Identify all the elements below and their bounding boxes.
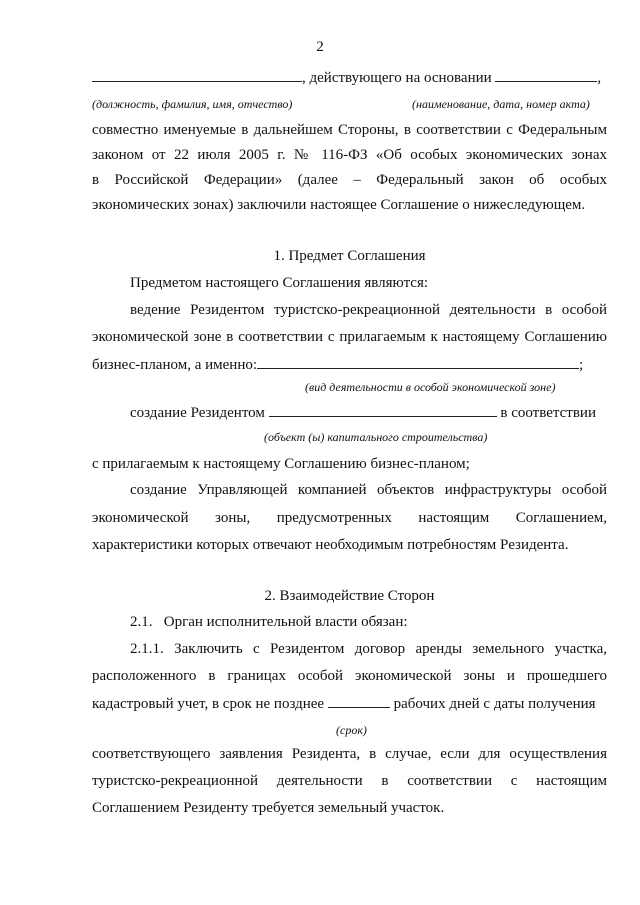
working-days-text: рабочих дней с даты получения <box>393 696 596 712</box>
section-2-p2-line-3 <box>92 694 596 713</box>
section-2-p3-line-1: соответствующего заявления Резидента, в случае, если для осуществления <box>92 746 607 762</box>
activity-type-blank[interactable] <box>257 355 579 369</box>
intro-line-4: экономических зонах) заключили настоящее Соглашение о нижеследующем. <box>92 197 586 213</box>
header-line <box>92 68 601 87</box>
section-1-p4-line-1: создание Управляющей компанией объектов инфраструктуры особой <box>130 482 607 498</box>
page-number: 2 <box>316 39 324 55</box>
section-2-paragraph-1: 2.1. Орган исполнительной власти обязан: <box>130 614 408 630</box>
section-2-p3-line-2: туристско-рекреационной деятельности в соответствии с настоящим <box>92 773 607 789</box>
header-comma: , <box>597 70 602 86</box>
section-1-p3-line-2: с прилагаемым к настоящему Соглашению бизнес-планом; <box>92 456 470 472</box>
legal-act-blank[interactable] <box>495 68 597 82</box>
caption-legal-act: (наименование, дата, номер акта) <box>412 97 590 111</box>
cadastral-text: кадастровый учет, в срок не позднее <box>92 696 325 712</box>
section-1-p4-line-3: характеристики которых отвечают необходимым потребностям Резидента. <box>92 537 569 553</box>
section-1-p2-line-3 <box>92 355 583 374</box>
section-1-p3-line-1 <box>130 403 596 422</box>
position-name-blank[interactable] <box>92 68 302 82</box>
section-1-p2-line-2: экономической зоне в соответствии с прилагаемым к настоящему Соглашению <box>92 329 607 345</box>
semicolon: ; <box>579 357 584 373</box>
section-1-title: 1. Предмет Соглашения <box>273 248 426 264</box>
caption-activity-type: (вид деятельности в особой экономической зоне) <box>305 380 556 394</box>
acting-basis-text: , действующего на основании <box>302 70 492 86</box>
business-plan-text: бизнес-планом, а именно: <box>92 357 258 373</box>
in-accordance-text: в соответствии <box>500 405 596 421</box>
section-1-p2-line-1: ведение Резидентом туристско-рекреационной деятельности в особой <box>130 302 607 318</box>
section-1-p4-line-2: экономической зоны, предусмотренных настоящим Соглашением, <box>92 510 607 526</box>
caption-capital-object: (объект (ы) капитального строительства) <box>264 430 488 444</box>
creation-by-resident-text: создание Резидентом <box>130 405 265 421</box>
section-2-p3-line-3: Соглашением Резиденту требуется земельный участок. <box>92 800 445 816</box>
intro-line-2: законом от 22 июля 2005 г. № 116-ФЗ «Об особых экономических зонах <box>92 147 607 163</box>
term-blank[interactable] <box>328 694 390 708</box>
capital-object-blank[interactable] <box>269 403 497 417</box>
intro-line-1: совместно именуемые в дальнейшем Стороны, в соответствии с Федеральным <box>92 122 607 138</box>
section-1-paragraph-1: Предметом настоящего Соглашения являются: <box>130 275 429 291</box>
caption-term: (срок) <box>336 723 367 737</box>
intro-line-3: в Российской Федерации» (далее – Федеральный закон об особых <box>92 172 607 188</box>
section-2-p2-line-2: расположенного в границах особой экономической зоны и прошедшего <box>92 668 607 684</box>
section-2-p2-line-1: 2.1.1. Заключить с Резидентом договор аренды земельного участка, <box>130 641 607 657</box>
caption-position-name: (должность, фамилия, имя, отчество) <box>92 97 293 111</box>
section-2-title: 2. Взаимодействие Сторон <box>264 588 435 604</box>
